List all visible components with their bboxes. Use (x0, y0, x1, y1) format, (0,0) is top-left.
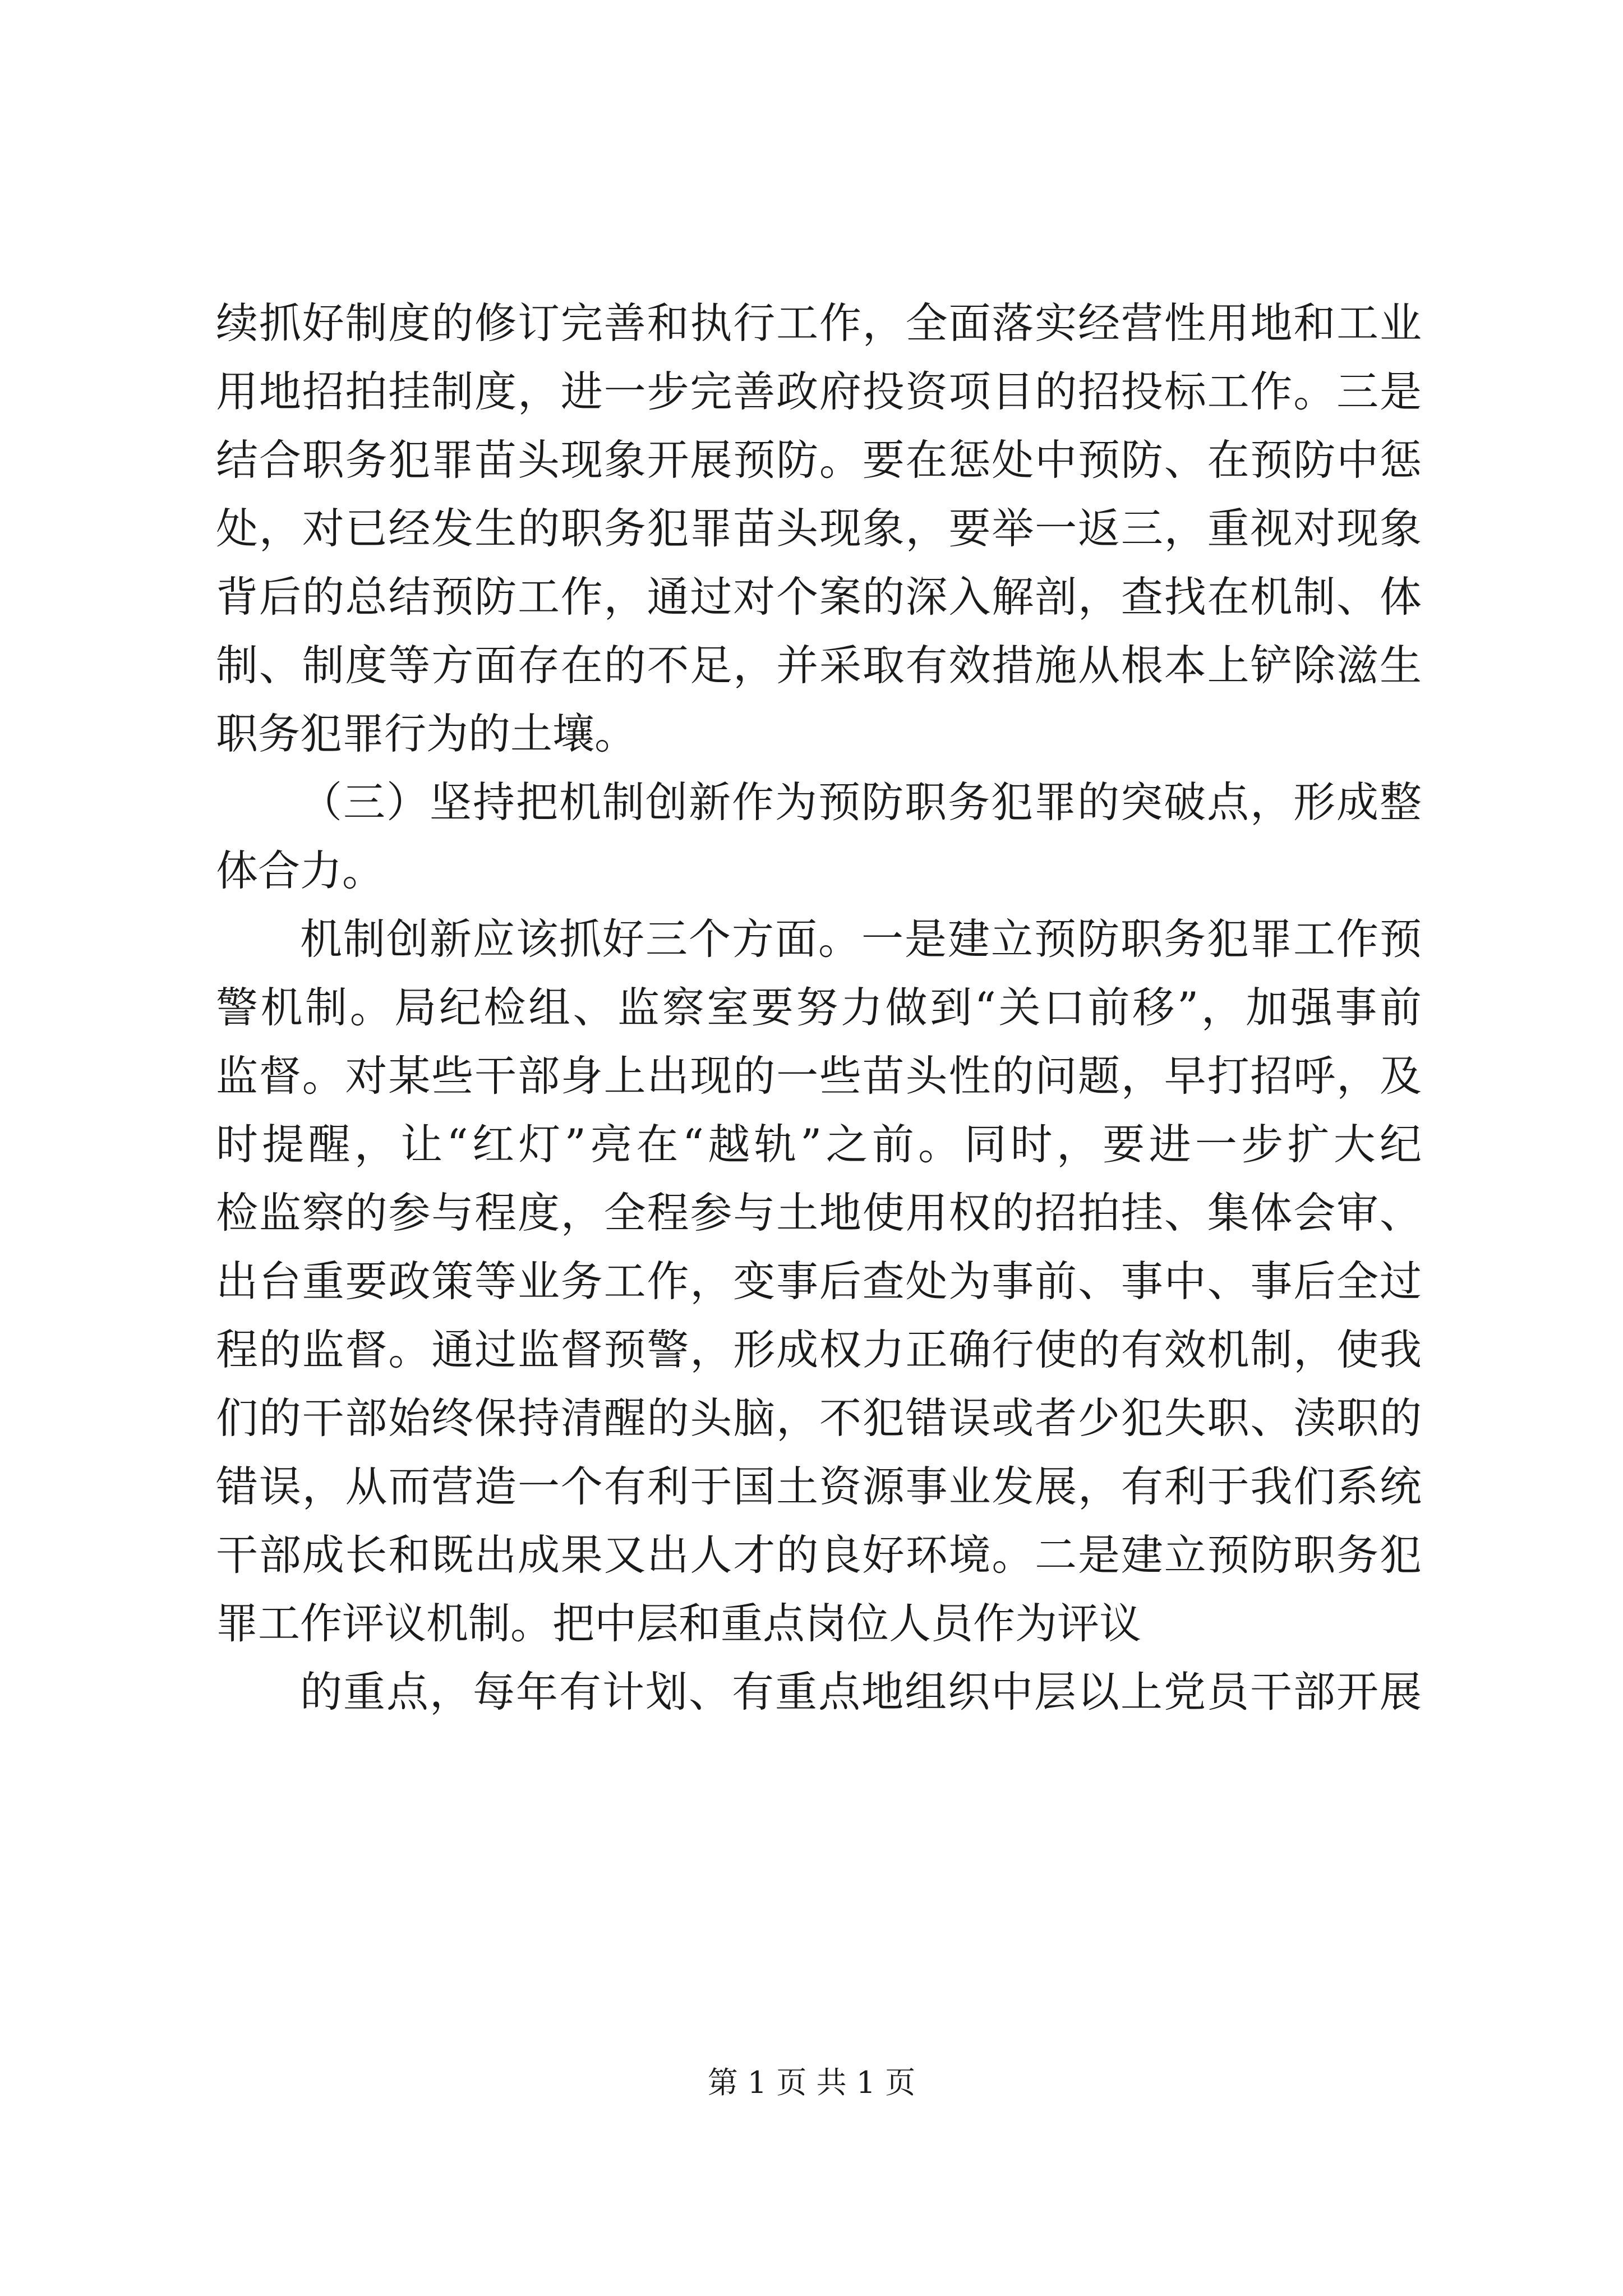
text-line: 处，对已经发生的职务犯罪苗头现象，要举一返三，重视对现象 (216, 504, 1422, 553)
text-line: 们的干部始终保持清醒的头脑，不犯错误或者少犯失职、渎职的 (216, 1393, 1422, 1443)
section-heading-line: （三）坚持把机制创新作为预防职务犯罪的突破点，形成整 (300, 777, 1422, 827)
text-line: 干部成长和既出成果又出人才的良好环境。二是建立预防职务犯 (216, 1530, 1422, 1580)
text-line: 错误，从而营造一个有利于国土资源事业发展，有利于我们系统 (216, 1462, 1422, 1511)
page-footer (0, 2059, 1623, 2102)
document-body (216, 289, 1422, 1726)
text-line: 机制创新应该抓好三个方面。一是建立预防职务犯罪工作预 (300, 914, 1422, 964)
text-line: 背后的总结预防工作，通过对个案的深入解剖，查找在机制、体 (216, 572, 1422, 622)
text-line: 警机制。局纪检组、监察室要努力做到“关口前移”，加强事前 (216, 983, 1422, 1032)
text-line: 的重点，每年有计划、有重点地组织中层以上党员干部开展 (300, 1667, 1422, 1717)
page-number: 第 1 页 共 1 页 (707, 2065, 916, 2100)
text-line: 罪工作评议机制。把中层和重点岗位人员作为评议 (216, 1599, 1142, 1648)
text-line: 用地招拍挂制度，进一步完善政府投资项目的招投标工作。三是 (216, 367, 1422, 416)
text-line: 检监察的参与程度，全程参与土地使用权的招拍挂、集体会审、 (216, 1188, 1422, 1237)
text-line: 出台重要政策等业务工作，变事后查处为事前、事中、事后全过 (216, 1257, 1422, 1306)
text-line: 监督。对某些干部身上出现的一些苗头性的问题，早打招呼，及 (216, 1051, 1422, 1101)
section-heading-line: 体合力。 (216, 846, 385, 895)
text-line: 续抓好制度的修订完善和执行工作，全面落实经营性用地和工业 (216, 298, 1422, 348)
text-line: 制、制度等方面存在的不足，并采取有效措施从根本上铲除滋生 (216, 641, 1422, 690)
text-line: 时提醒，让“红灯”亮在“越轨”之前。同时，要进一步扩大纪 (216, 1120, 1422, 1169)
text-line: 程的监督。通过监督预警，形成权力正确行使的有效机制，使我 (216, 1325, 1422, 1374)
text-line: 结合职务犯罪苗头现象开展预防。要在惩处中预防、在预防中惩 (216, 435, 1422, 485)
text-line: 职务犯罪行为的土壤。 (216, 709, 637, 758)
